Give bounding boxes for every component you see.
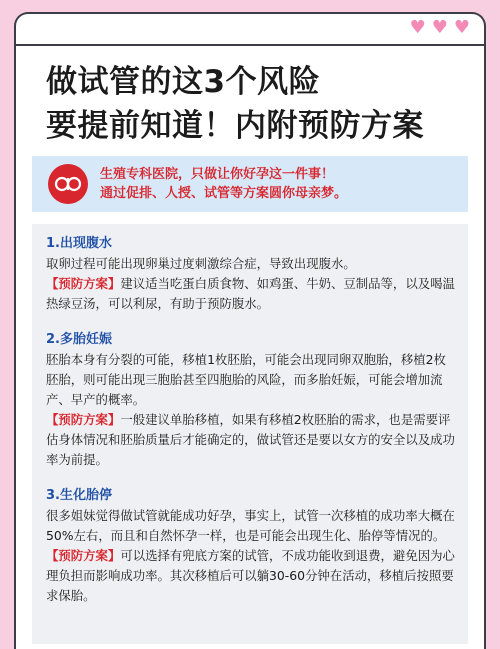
article-card bbox=[14, 12, 486, 649]
hospital-banner bbox=[32, 156, 468, 212]
prevention-text: 可以选择有兜底方案的试管，不成功能收到退费，避免因为心理负担而影响成功率。其次移植后可以躺30-60分钟在活动，移植后按照要求保胎。 bbox=[46, 548, 455, 603]
page-title bbox=[16, 46, 484, 148]
hospital-logo-icon bbox=[48, 164, 88, 204]
prevention-paragraph bbox=[46, 546, 456, 606]
prevention-paragraph bbox=[46, 274, 456, 314]
banner-line-1: 生殖专科医院，只做让你好孕这一件事！ bbox=[100, 167, 335, 182]
banner-line-2: 通过促排、人授、试管等方案圆你母亲梦。 bbox=[100, 186, 348, 201]
prevention-tag: 【预防方案】 bbox=[46, 412, 121, 427]
risk-section-multiple-pregnancy bbox=[46, 330, 456, 470]
prevention-tag: 【预防方案】 bbox=[46, 548, 121, 563]
section-title: 3.生化胎停 bbox=[46, 488, 112, 503]
heart-icon: ♥ bbox=[453, 17, 470, 38]
title-line-1: 做试管的这3个风险 bbox=[46, 64, 321, 100]
section-body: 很多姐妹觉得做试管就能成功好孕，事实上，试管一次移植的成功率大概在50%左右，而且和自然怀孕一样，也是可能会出现生化、胎停等情况的。 bbox=[46, 508, 455, 543]
prevention-tag: 【预防方案】 bbox=[46, 276, 121, 291]
prevention-text: 建议适当吃蛋白质食物、如鸡蛋、牛奶、豆制品等，以及喝温热绿豆汤，可以利尿，有助于预防腹水。 bbox=[46, 276, 455, 311]
risk-section-ascites bbox=[46, 234, 456, 314]
heart-icon: ♥ bbox=[431, 17, 448, 38]
section-body: 胚胎本身有分裂的可能，移植1枚胚胎，可能会出现同卵双胞胎，移植2枚胚胎，则可能出现三胞胎甚至四胞胎的风险，而多胎妊娠，可能会增加流产、早产的概率。 bbox=[46, 352, 446, 407]
heart-icon: ♥ bbox=[409, 17, 426, 38]
hearts-decoration bbox=[410, 18, 470, 38]
prevention-text: 一般建议单胎移植，如果有移植2枚胚胎的需求，也是需要评估身体情况和胚胎质量后才能确定的，做试管还是要以女方的安全以及成功率为前提。 bbox=[46, 412, 455, 467]
title-line-2: 要提前知道！内附预防方案 bbox=[46, 108, 424, 144]
banner-text bbox=[100, 165, 347, 203]
content-panel bbox=[32, 224, 468, 644]
section-title: 1.出现腹水 bbox=[46, 236, 112, 251]
window-top-bar bbox=[16, 14, 484, 46]
risk-section-biochemical-loss bbox=[46, 486, 456, 606]
prevention-paragraph bbox=[46, 410, 456, 470]
section-body: 取卵过程可能出现卵巢过度刺激综合症，导致出现腹水。 bbox=[46, 256, 356, 271]
section-title: 2.多胎妊娠 bbox=[46, 332, 112, 347]
